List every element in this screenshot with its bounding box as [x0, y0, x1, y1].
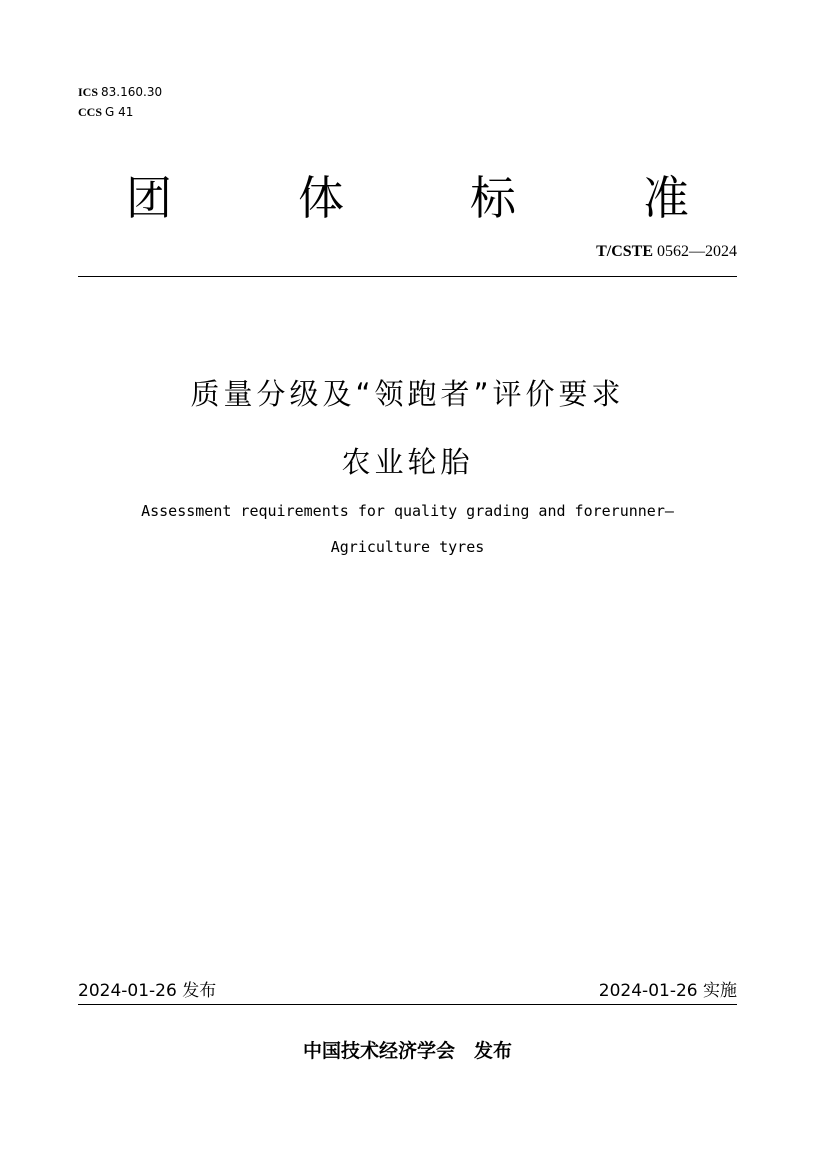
header-char-2: 体 — [298, 171, 344, 225]
publish-date: 2024-01-26 发布 — [78, 981, 217, 1001]
footer-divider — [78, 1004, 737, 1005]
title-cn-line2: 农业轮胎 — [341, 445, 474, 479]
header-char-4: 准 — [643, 171, 689, 225]
ccs-label: CCS — [78, 105, 103, 119]
publisher: 中国技术经济学会 发布 — [302, 1040, 512, 1062]
ics-code — [78, 82, 162, 102]
ccs-value: G 41 — [105, 105, 134, 119]
header-char-1: 团 — [126, 171, 172, 225]
standard-prefix: T/CSTE — [596, 243, 653, 260]
title-en-line2: Agriculture tyres — [330, 538, 485, 556]
standard-code: 0562—2024 — [657, 243, 737, 260]
header-divider — [78, 276, 737, 277]
title-cn-line1: 质量分级及“领跑者”评价要求 — [190, 377, 625, 411]
standard-number — [596, 243, 737, 261]
classification-codes — [78, 82, 162, 122]
header-char-3: 标 — [470, 171, 516, 225]
ics-label: ICS — [78, 85, 99, 99]
title-en-line1: Assessment requirements for quality grading and forerunner— — [141, 502, 674, 520]
ccs-code — [78, 102, 162, 122]
implement-date: 2024-01-26 实施 — [598, 981, 737, 1001]
ics-value: 83.160.30 — [101, 85, 163, 99]
